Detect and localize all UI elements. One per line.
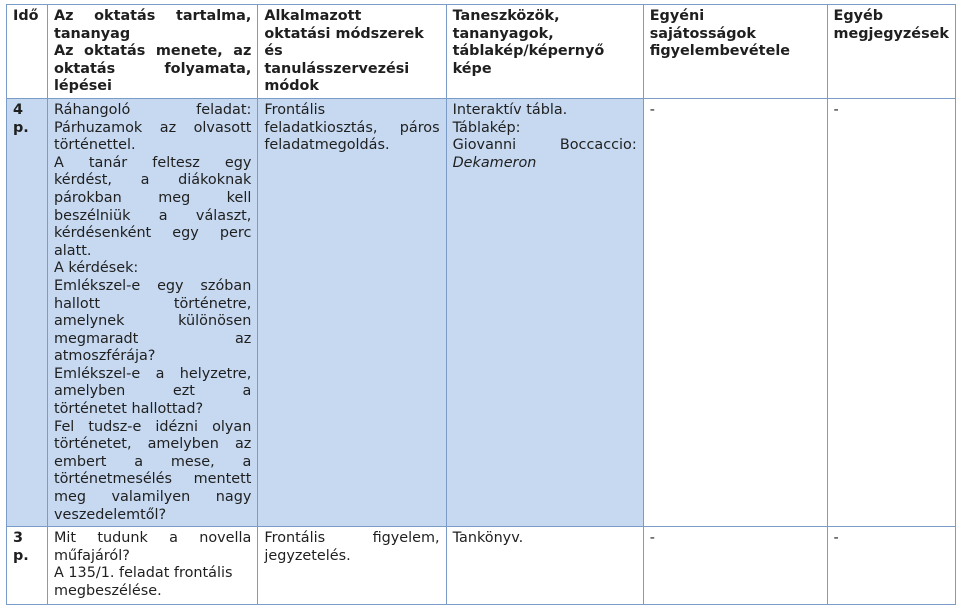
lesson-plan-table — [6, 4, 956, 605]
header-content: Az oktatás tartalma, tananyag Az oktatás menete, az oktatás folyamata, lépései — [47, 5, 257, 99]
time-cell: 4 p. — [7, 98, 48, 526]
header-individual: Egyéni sajátosságok figyelembevétele — [643, 5, 827, 99]
methods-cell: Frontális figyelem, jegyzetelés. — [258, 527, 446, 605]
header-other: Egyéb megjegyzések — [827, 5, 956, 99]
table-row — [7, 98, 956, 526]
methods-cell: Frontális feladatkiosztás, páros feladatmegoldás. — [258, 98, 446, 526]
content-cell: Ráhangoló feladat: Párhuzamok az olvasott történettel. A tanár feltesz egy kérdést, a diákoknak párokban meg kell beszélniük a választ, kérdésenként egy perc alatt. A kérdések: Emlékszel-e egy szóban hallott történetre, amelynek különösen megmaradt az atmoszférája? Emlékszel-e a helyzetre, amelyben ezt a történetet hallottad? Fel tudsz-e idézni olyan történetet, amelyben az embert a mese, a történetmesélés mentett meg valamilyen nagy veszedelemtől? — [47, 98, 257, 526]
tools-cell: Interaktív tábla. Táblakép: Giovanni Boccaccio: Dekameron — [446, 98, 643, 526]
table-row — [7, 527, 956, 605]
content-cell: Mit tudunk a novella műfajáról? A 135/1. feladat frontális megbeszélése. — [47, 527, 257, 605]
book-title: Dekameron — [452, 154, 537, 171]
header-row — [7, 5, 956, 99]
individual-cell: - — [643, 98, 827, 526]
individual-cell: - — [643, 527, 827, 605]
header-time: Idő — [7, 5, 48, 99]
time-cell: 3 p. — [7, 527, 48, 605]
header-methods: Alkalmazott oktatási módszerek és tanulásszervezési módok — [258, 5, 446, 99]
header-tools: Taneszközök, tananyagok, táblakép/képernyő képe — [446, 5, 643, 99]
other-cell: - — [827, 527, 956, 605]
other-cell: - — [827, 98, 956, 526]
tools-cell: Tankönyv. — [446, 527, 643, 605]
